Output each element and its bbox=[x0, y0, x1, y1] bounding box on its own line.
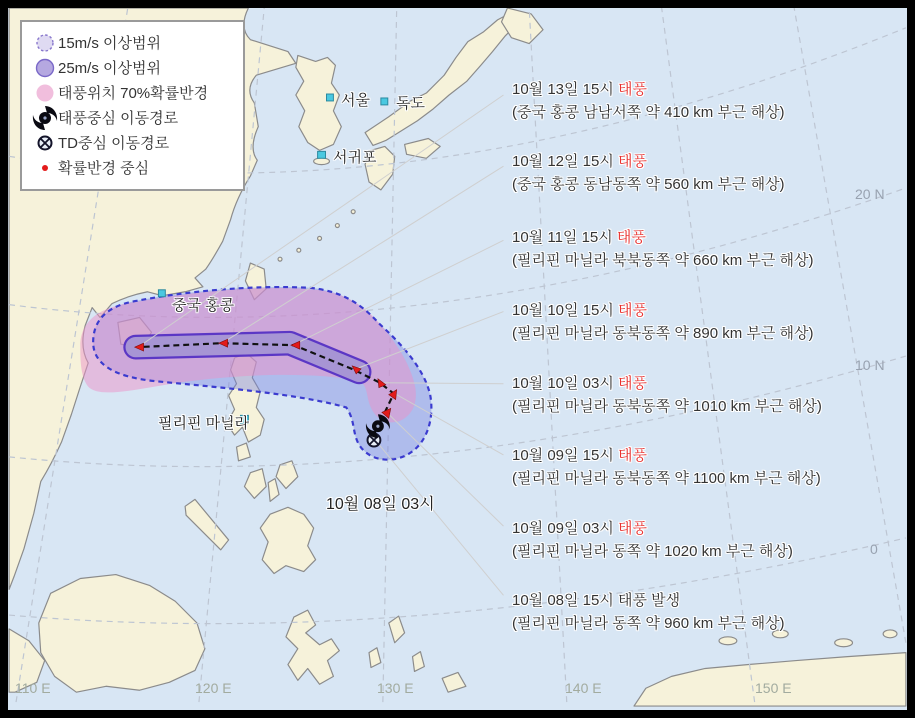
annotation-location: (필리핀 마닐라 동북동쪽 약 1010 km 부근 해상) bbox=[512, 398, 822, 415]
annotation-date: 10월 08일 15시 bbox=[512, 592, 614, 609]
legend-row-70pct bbox=[32, 80, 233, 105]
legend-row-15ms bbox=[32, 30, 233, 55]
annotation-date: 10월 10일 15시 bbox=[512, 302, 614, 319]
annotation-date: 10월 11일 15시 bbox=[512, 229, 613, 246]
probability-70-icon bbox=[32, 82, 58, 104]
city-label-seogwipo: 서귀포 bbox=[333, 149, 377, 166]
annotation-location: (필리핀 마닐라 북북동쪽 약 660 km 부근 해상) bbox=[512, 252, 814, 269]
annotation-location: (중국 홍콩 남남서쪽 약 410 km 부근 해상) bbox=[512, 104, 785, 121]
annotation-date: 10월 13일 15시 bbox=[512, 81, 614, 98]
seoul-marker bbox=[326, 94, 333, 101]
lon-label-150e: 150 E bbox=[755, 680, 792, 696]
city-label-seoul: 서울 bbox=[341, 92, 370, 109]
annotation-storm-status: 태풍 bbox=[616, 229, 646, 246]
legend-label: TD중심 이동경로 bbox=[58, 135, 170, 152]
lon-label-110e: 110 E bbox=[15, 680, 51, 696]
lat-label-10n: 10 N bbox=[855, 357, 885, 373]
hongkong-marker bbox=[158, 290, 165, 297]
lat-label-20n: 20 N bbox=[855, 186, 885, 202]
legend-label: 15m/s 이상범위 bbox=[58, 35, 161, 52]
lon-label-120e: 120 E bbox=[195, 680, 232, 696]
wind25-range-icon bbox=[32, 57, 58, 79]
forecast-annotation bbox=[512, 589, 785, 635]
forecast-annotation bbox=[512, 372, 822, 418]
annotation-date: 10월 10일 03시 bbox=[512, 375, 614, 392]
dokdo-marker bbox=[381, 98, 388, 105]
forecast-annotation bbox=[512, 444, 821, 490]
annotation-location: (중국 홍콩 동남동쪽 약 560 km 부근 해상) bbox=[512, 176, 785, 193]
city-label-hongkong: 중국 홍콩 bbox=[172, 297, 235, 314]
annotation-location: (필리핀 마닐라 동북동쪽 약 890 km 부근 해상) bbox=[512, 325, 814, 342]
annotation-location: (필리핀 마닐라 동쪽 약 1020 km 부근 해상) bbox=[512, 543, 793, 560]
annotation-storm-status: 태풍 bbox=[618, 520, 648, 537]
lon-label-130e: 130 E bbox=[377, 680, 414, 696]
map-area bbox=[8, 8, 907, 710]
typhoon-center-icon bbox=[32, 107, 58, 129]
city-label-dokdo: 독도 bbox=[396, 95, 425, 112]
annotation-date: 10월 09일 15시 bbox=[512, 447, 614, 464]
city-label-manila: 필리핀 마닐라 bbox=[158, 415, 250, 432]
current-position-time-label: 10월 08일 03시 bbox=[326, 496, 435, 513]
forecast-annotation bbox=[512, 299, 814, 345]
legend bbox=[20, 20, 245, 191]
lon-label-140e: 140 E bbox=[565, 680, 602, 696]
annotation-storm-status: 태풍 bbox=[618, 153, 648, 170]
forecast-annotation bbox=[512, 150, 785, 196]
seogwipo-marker bbox=[318, 151, 326, 158]
legend-row-prob-center bbox=[32, 155, 233, 180]
annotation-storm-status: 태풍 bbox=[618, 447, 648, 464]
probability-center-icon bbox=[32, 157, 58, 179]
annotation-date: 10월 12일 15시 bbox=[512, 153, 614, 170]
legend-label: 25m/s 이상범위 bbox=[58, 60, 161, 77]
annotation-storm-status: 태풍 bbox=[618, 302, 648, 319]
wind15-range-icon bbox=[32, 32, 58, 54]
annotation-storm-status: 태풍 bbox=[618, 375, 648, 392]
legend-label: 태풍중심 이동경로 bbox=[58, 110, 179, 127]
annotation-location: (필리핀 마닐라 동북동쪽 약 1100 km 부근 해상) bbox=[512, 470, 821, 487]
annotation-storm-status: 태풍 bbox=[618, 81, 648, 98]
forecast-annotation bbox=[512, 517, 793, 563]
legend-row-td-center bbox=[32, 130, 233, 155]
td-center-icon bbox=[32, 132, 58, 154]
forecast-annotation bbox=[512, 78, 785, 124]
forecast-annotation bbox=[512, 226, 814, 272]
legend-row-25ms bbox=[32, 55, 233, 80]
lat-label-0: 0 bbox=[870, 541, 878, 557]
annotation-storm-status: 태풍 발생 bbox=[618, 592, 681, 609]
legend-label: 태풍위치 70%확률반경 bbox=[58, 85, 209, 102]
legend-label: 확률반경 중심 bbox=[58, 160, 150, 177]
annotation-location: (필리핀 마닐라 동쪽 약 960 km 부근 해상) bbox=[512, 615, 785, 632]
annotation-date: 10월 09일 03시 bbox=[512, 520, 614, 537]
legend-row-typhoon-center bbox=[32, 105, 233, 130]
